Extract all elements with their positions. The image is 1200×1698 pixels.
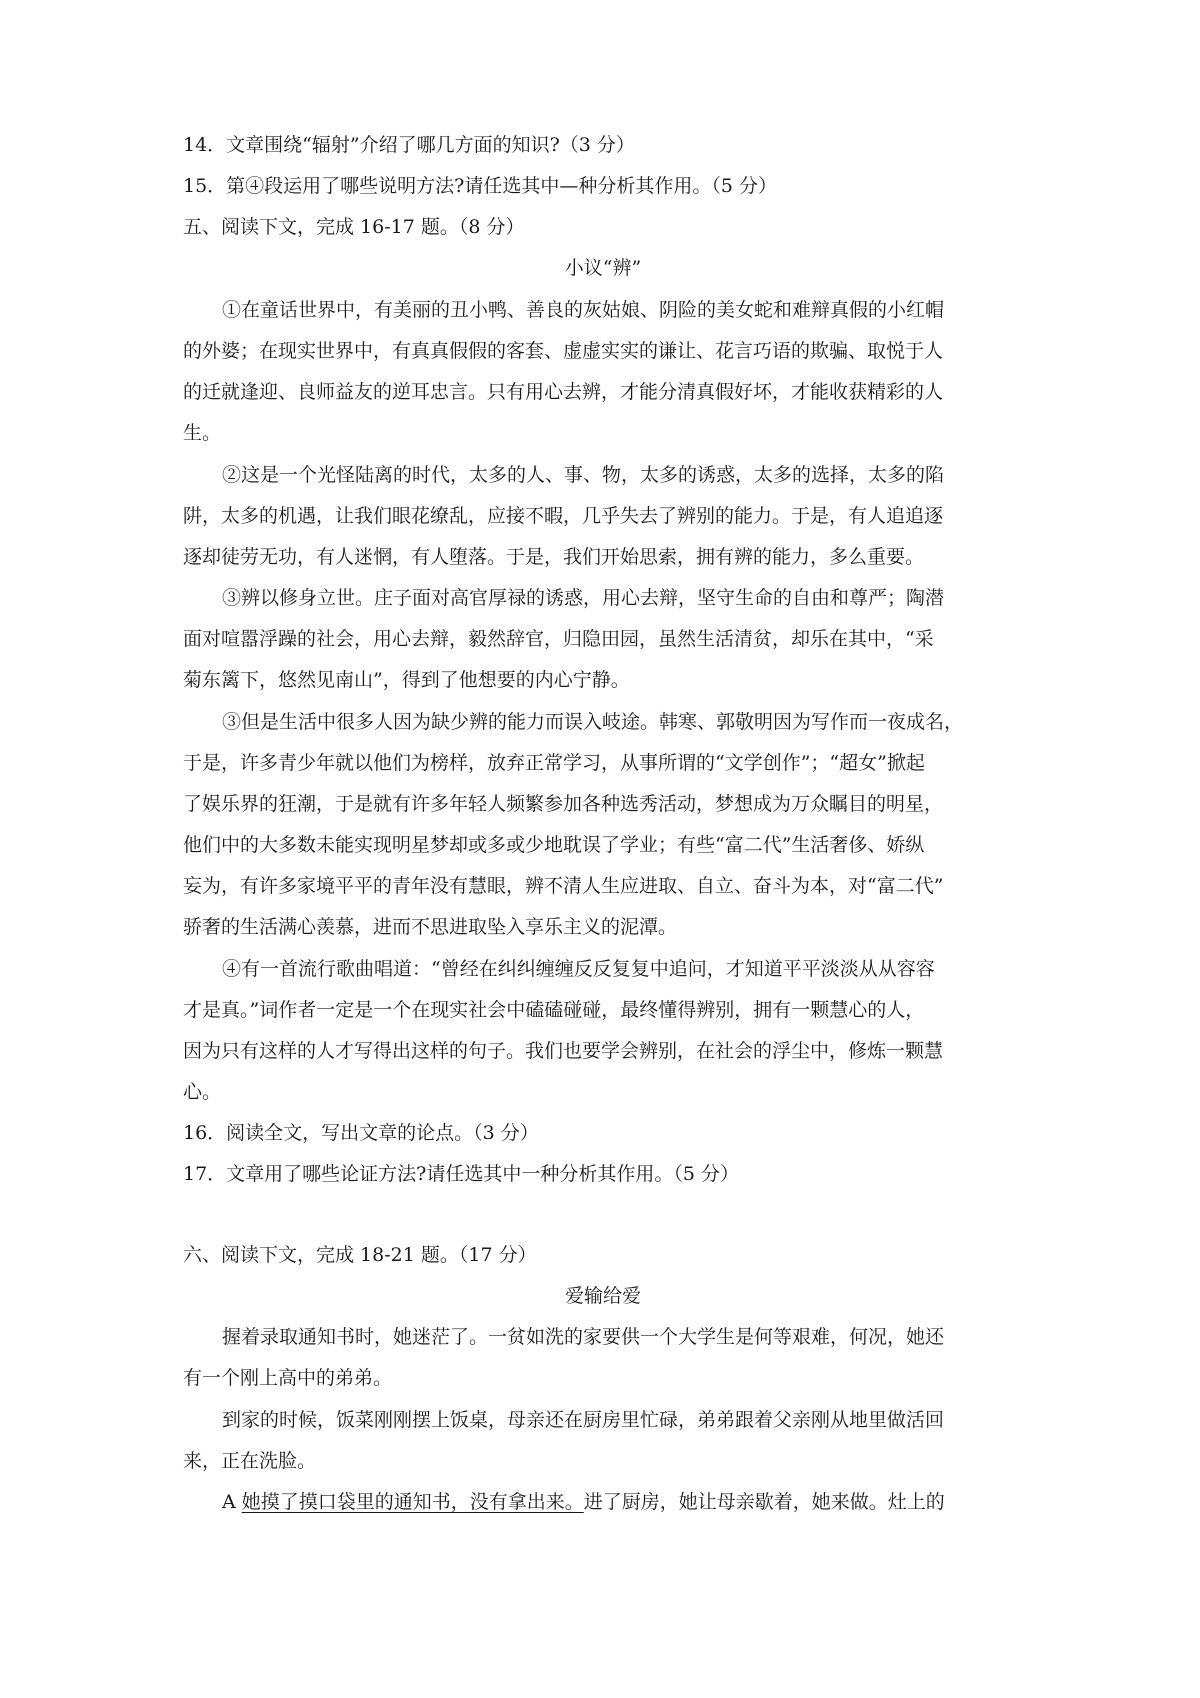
section-6-heading: 六、阅读下文，完成 18-21 题。（17 分） [183,1244,537,1266]
question-14: 14．文章围绕“辐射”介绍了哪几方面的知识?（3 分） [183,134,635,156]
essay-title-xiaoyi-bian: 小议“辨” [564,257,642,279]
paragraph-3-line: 面对喧嚣浮躁的社会，用心去辩，毅然辞官，归隐田园，虽然生活清贫，却乐在其中，“采 [183,628,934,650]
paragraph-8-line [222,1488,1022,1516]
question-15: 15．第④段运用了哪些说明方法?请任选其中—种分析其作用。（5 分） [183,175,777,197]
story-title-ai-shu-gei-ai: 爱输给爱 [564,1285,641,1307]
paragraph-1-line: ①在童话世界中，有美丽的丑小鸭、善良的灰姑娘、阴险的美女蛇和难辩真假的小红帽 [222,299,945,321]
paragraph-5-line: 才是真。”词作者一定是一个在现实社会中磕磕碰碰，最终懂得辨别，拥有一颗慧心的人， [183,999,925,1021]
section-5-heading: 五、阅读下文，完成 16-17 题。（8 分） [183,216,525,238]
paragraph-1-line: 的外婆；在现实世界中，有真真假假的客套、虚虚实实的谦让、花言巧语的欺骗、取悦于人 [183,340,944,362]
question-16: 16．阅读全文，写出文章的论点。（3 分） [183,1122,539,1144]
paragraph-4-line: 妄为，有许多家境平平的青年没有慧眼，辨不清人生应进取、自立、奋斗为本，对“富二代” [183,875,944,897]
paragraph-2-line: 逐却徒劳无功，有人迷惘，有人堕落。于是，我们开始思索，拥有辨的能力，多么重要。 [183,546,925,568]
paragraph-7-line: 来，正在洗脸。 [183,1450,317,1472]
paragraph-5-line: 因为只有这样的人才写得出这样的句子。我们也要学会辨别，在社会的浮尘中，修炼一颗慧 [183,1040,944,1062]
paragraph-3-line: 菊东篱下，悠然见南山”，得到了他想要的内心宁静。 [183,669,630,691]
paragraph-2-line: 阱，太多的机遇，让我们眼花缭乱，应接不暇，几乎失去了辨别的能力。于是，有人追追逐 [183,505,944,527]
paragraph-5-line: ④有一首流行歌曲唱道：“曾经在纠纠缠缠反反复复中追问，才知道平平淡淡从从容容 [222,958,935,980]
paragraph-4-line: 了娱乐界的狂潮，于是就有许多年轻人频繁参加各种选秀活动，梦想成为万众瞩目的明星， [183,793,944,815]
paragraph-7-line: 到家的时候，饭菜刚刚摆上饭桌，母亲还在厨房里忙碌，弟弟跟着父亲刚从地里做活回 [222,1409,945,1431]
paragraph-3-line: ③辨以修身立世。庄子面对高官厚禄的诱惑，用心去辩，坚守生命的自由和尊严；陶潜 [222,587,945,609]
paragraph-5-line: 心。 [183,1081,222,1103]
question-17: 17．文章用了哪些论证方法?请任选其中一种分析其作用。（5 分） [183,1163,739,1185]
paragraph-1-line: 生。 [183,422,222,444]
paragraph-2-line: ②这是一个光怪陆离的时代，太多的人、事、物，太多的诱惑，太多的选择，太多的陷 [222,464,945,486]
paragraph-4-line: ③但是生活中很多人因为缺少辨的能力而误入岐途。韩寒、郭敬明因为写作而一夜成名， [222,711,964,733]
paragraph-6-line: 有一个刚上高中的弟弟。 [183,1367,393,1389]
paragraph-4-line: 骄奢的生活满心羡慕，进而不思进取坠入享乐主义的泥潭。 [183,916,678,938]
paragraph-4-line: 于是，许多青少年就以他们为榜样，放弃正常学习，从事所谓的“文学创作”；“超女”掀起 [183,752,925,774]
paragraph-8-rest: 进了厨房，她让母亲歇着，她来做。灶上的 [583,1491,945,1513]
paragraph-1-line: 的迁就逢迎、良师益友的逆耳忠言。只有用心去辨，才能分清真假好坏，才能收获精彩的人 [183,381,944,403]
marker-a: A [222,1491,242,1513]
paragraph-4-line: 他们中的大多数未能实现明星梦却或多或少地耽误了学业；有些“富二代”生活奢侈、娇纵 [183,834,925,856]
paragraph-6-line: 握着录取通知书时，她迷茫了。一贫如洗的家要供一个大学生是何等艰难，何况，她还 [222,1326,945,1348]
underlined-sentence-a: 她摸了摸口袋里的通知书，没有拿出来。 [241,1491,584,1513]
